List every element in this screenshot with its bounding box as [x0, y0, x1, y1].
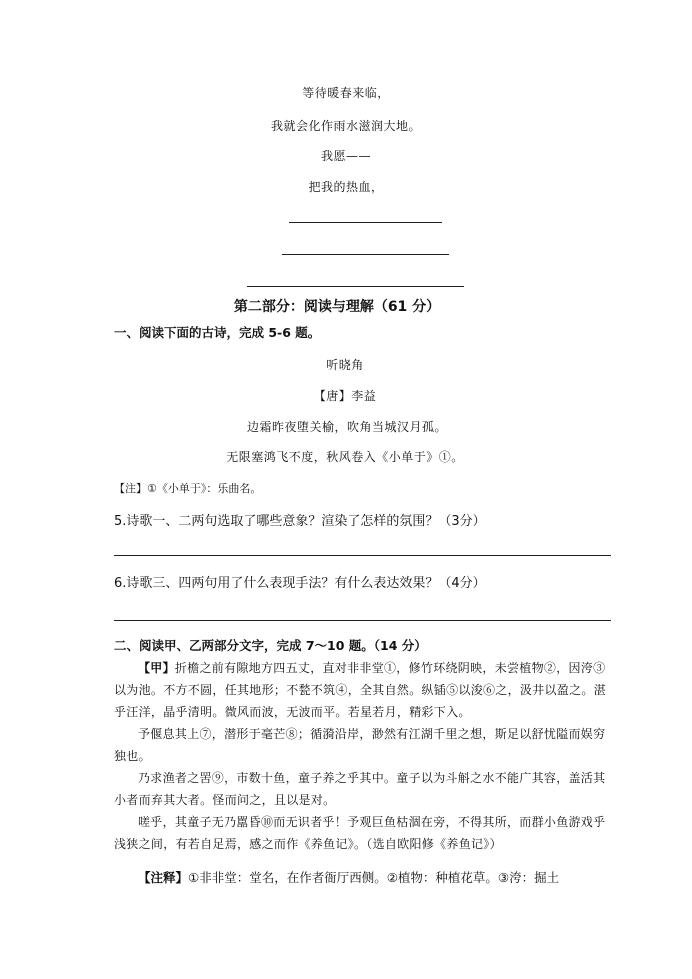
annotation-text: ①非非堂：堂名，在作者衙厅西侧。②植物：种植花草。③洿：掘土	[188, 870, 560, 885]
answer-blank-3[interactable]	[247, 286, 464, 287]
annotation-label: 【注释】	[138, 870, 189, 885]
passage-paragraph-2: 予偃息其上⑦，潜形于毫芒⑧；循漪沿岸，渺然有江湖千里之想，斯足以舒忧隘而娱穷独也。	[114, 727, 606, 763]
poem-line-3: 我愿——	[320, 149, 372, 163]
poem-title: 听晓角	[326, 358, 364, 372]
poem-line-1: 等待暖春来临，	[302, 86, 390, 100]
poem-line-2: 我就会化作雨水滋润大地。	[270, 119, 422, 133]
poem-verse-2: 无限塞鸿飞不度，秋风卷入《小单于》①。	[226, 450, 464, 464]
poem-verse-1: 边霜昨夜堕关榆，吹角当城汉月孤。	[246, 420, 448, 434]
section2-heading: 二、阅读甲、乙两部分文字，完成 7～10 题。（14 分）	[114, 638, 427, 653]
answer-blank-1[interactable]	[289, 222, 442, 223]
passage-paragraph-3: 乃求渔者之罟⑨，市数十鱼，童子养之乎其中。童子以为斗斛之水不能广其容，盖活其小者而弃其大者。怪而问之，且以是对。	[114, 771, 606, 807]
answer-blank-2[interactable]	[282, 254, 449, 255]
part-title: 第二部分：阅读与理解（61 分）	[233, 299, 441, 315]
passage-paragraph-1	[114, 657, 610, 723]
passage-paragraph-4: 嗟乎，其童子无乃嚚昏⑩而无识者乎！予观巨鱼枯涸在旁，不得其所，而群小鱼游戏乎浅狭之间，有若自足焉，感之而作《养鱼记》。（选自欧阳修《养鱼记》）	[114, 815, 606, 851]
poem-author: 【唐】李益	[313, 389, 377, 403]
passage-label-jia: 【甲】	[138, 661, 175, 675]
question-6: 6.诗歌三、四两句用了什么表现手法？有什么表达效果？（4分）	[114, 576, 486, 591]
passage-paragraph-1-text: 折檐之前有隙地方四五丈，直对非非堂①，修竹环绕阴映，未尝植物②，因洿③以为池。不方不圆，任其地形；不甃不筑④，全其自然。纵锸⑤以浚⑥之，汲井以盈之。湛乎汪洋，晶乎清明。微风而波，无波而平。若星若月，精彩下入。	[114, 661, 607, 719]
answer-line-q6[interactable]	[114, 620, 611, 621]
section1-heading: 一、阅读下面的古诗，完成 5-6 题。	[114, 325, 321, 340]
poem-line-4: 把我的热血，	[308, 180, 384, 194]
question-5: 5.诗歌一、二两句选取了哪些意象？渲染了怎样的氛围？（3分）	[114, 514, 486, 529]
poem-note: 【注】①《小单于》：乐曲名。	[114, 482, 262, 495]
answer-line-q5[interactable]	[114, 555, 611, 556]
annotation	[138, 868, 559, 886]
